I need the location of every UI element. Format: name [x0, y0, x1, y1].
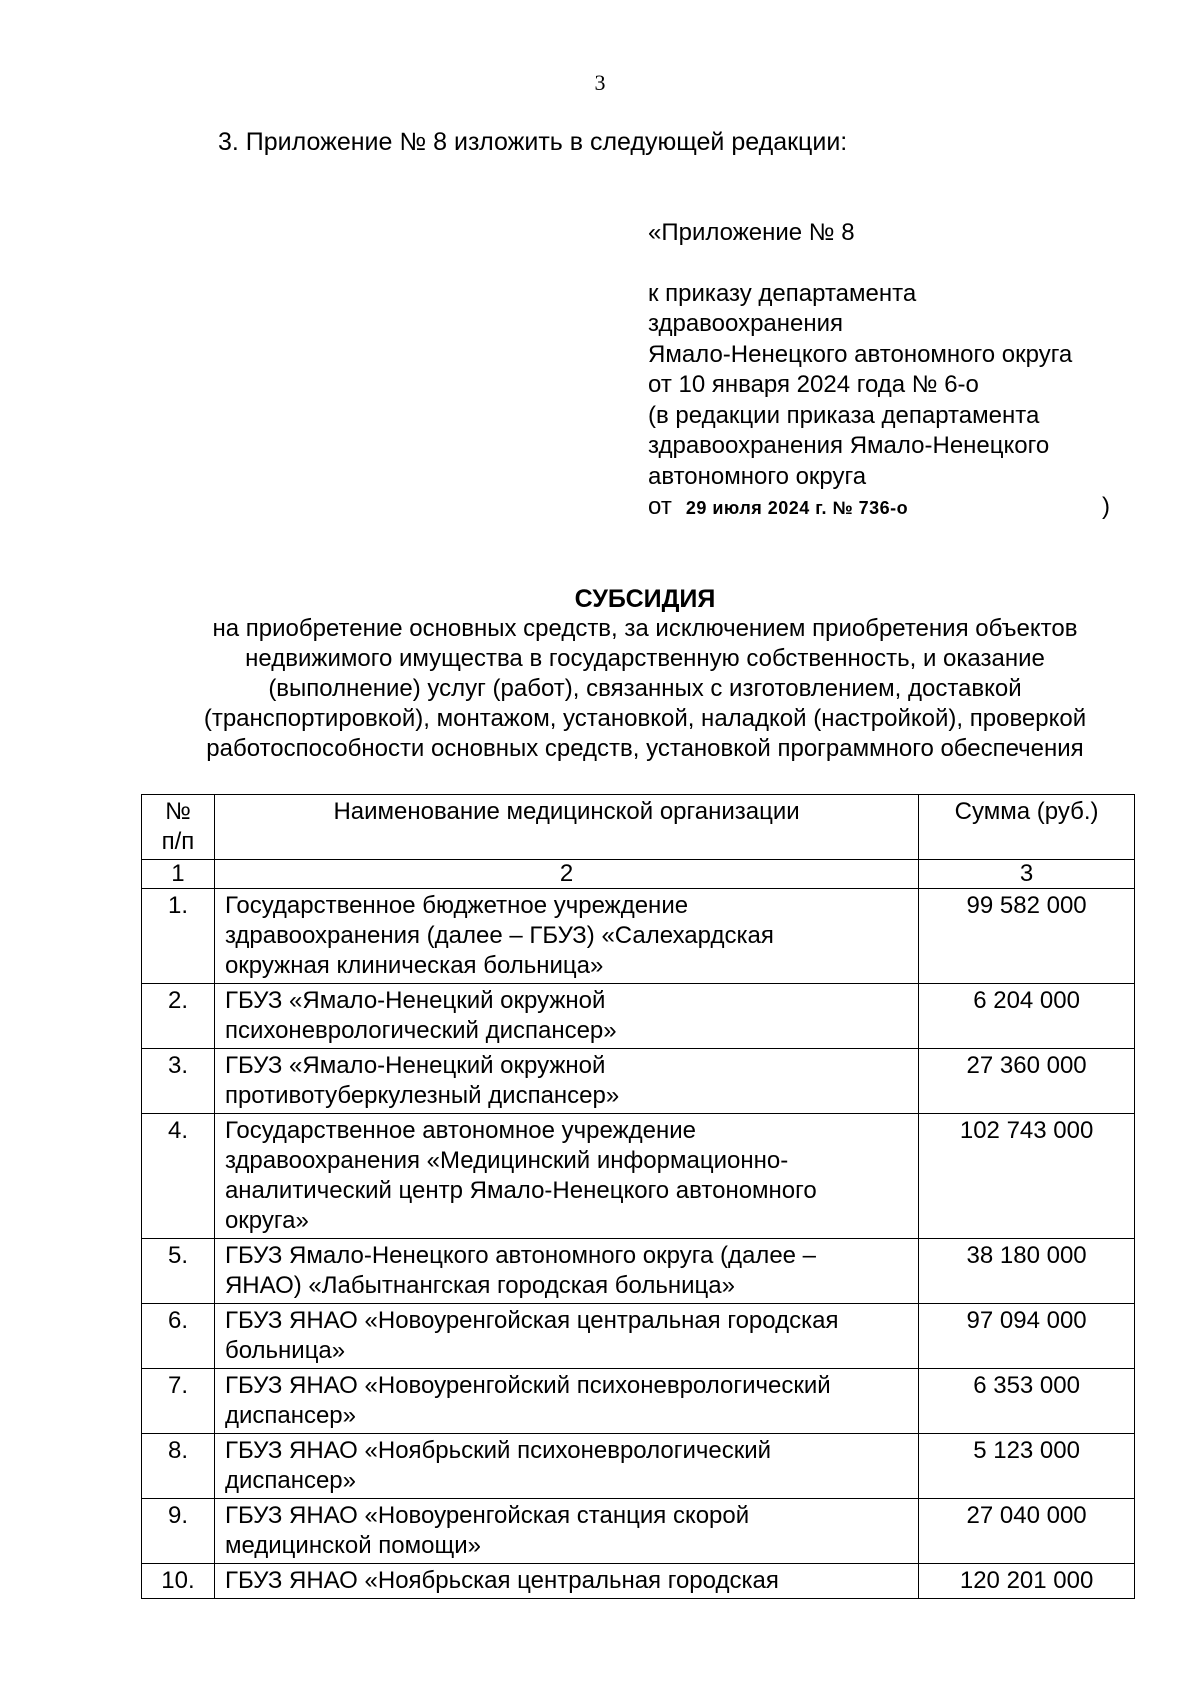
appendix-line: здравоохранения	[648, 310, 844, 337]
organization-name-line: диспансер»	[224, 1467, 357, 1494]
organization-name-line: ГБУЗ ЯНАО «Ноябрьская центральная городская	[224, 1567, 779, 1594]
organization-name-line: ГБУЗ ЯНАО «Новоуренгойский психоневрологический	[224, 1372, 831, 1399]
document-heading	[140, 584, 1150, 764]
organization-name-line: больница»	[224, 1337, 346, 1364]
table-row	[142, 1239, 1135, 1304]
index-cell: 1	[142, 860, 215, 889]
subsidy-amount: 38 180 000	[919, 1239, 1135, 1304]
header-num-line: п/п	[161, 828, 195, 855]
table-header-row	[142, 795, 1135, 860]
organization-name	[214, 1564, 918, 1599]
organization-name-line: медицинской помощи»	[224, 1532, 481, 1559]
header-sum: Сумма (руб.)	[919, 795, 1135, 860]
appendix-line: (в редакции приказа департамента	[648, 401, 1040, 429]
table-row	[142, 984, 1135, 1049]
table-row	[142, 1499, 1135, 1564]
subsidy-amount: 27 360 000	[919, 1049, 1135, 1114]
subsidy-table	[141, 794, 1135, 1599]
table-index-row	[142, 860, 1135, 889]
heading-title: СУБСИДИЯ	[574, 585, 716, 613]
index-cell: 2	[214, 860, 918, 889]
organization-name-line: психоневрологический диспансер»	[224, 1017, 617, 1044]
index-cell: 3	[919, 860, 1135, 889]
table-row	[142, 1369, 1135, 1434]
appendix-line: автономного округа	[648, 462, 867, 490]
subsidy-amount: 102 743 000	[919, 1114, 1135, 1239]
organization-name-line: Государственное бюджетное учреждение	[224, 892, 689, 919]
heading-subtitle-line: работоспособности основных средств, установкой программного обеспечения	[206, 735, 1084, 762]
row-number: 2.	[142, 984, 215, 1049]
amendment-date-stamp: 29 июля 2024 г. № 736-о	[685, 498, 909, 518]
appendix-line: здравоохранения Ямало-Ненецкого	[648, 432, 1050, 459]
table-body	[142, 889, 1135, 1599]
appendix-line: Ямало-Ненецкого автономного округа	[648, 340, 1073, 368]
row-number: 3.	[142, 1049, 215, 1114]
table-row	[142, 889, 1135, 984]
header-name: Наименование медицинской организации	[214, 795, 918, 860]
row-number: 4.	[142, 1114, 215, 1239]
row-number: 9.	[142, 1499, 215, 1564]
closing-paren: )	[1102, 493, 1110, 520]
subsidy-amount: 97 094 000	[919, 1304, 1135, 1369]
heading-subtitle-line: (транспортировкой), монтажом, установкой, наладкой (настройкой), проверкой	[203, 705, 1087, 732]
heading-subtitle-line: недвижимого имущества в государственную собственность, и оказание	[245, 645, 1045, 672]
table-row	[142, 1434, 1135, 1499]
organization-name	[214, 1499, 918, 1564]
table-row	[142, 1049, 1135, 1114]
heading-subtitle-line: на приобретение основных средств, за исключением приобретения объектов	[212, 615, 1078, 642]
organization-name-line: диспансер»	[224, 1402, 357, 1429]
row-number: 5.	[142, 1239, 215, 1304]
organization-name-line: Государственное автономное учреждение	[224, 1117, 696, 1144]
organization-name-line: ЯНАО) «Лабытнангская городская больница»	[224, 1272, 735, 1299]
organization-name-line: окружная клиническая больница»	[224, 952, 604, 979]
organization-name	[214, 984, 918, 1049]
header-num-line: №	[165, 798, 191, 825]
organization-name	[214, 1304, 918, 1369]
subsidy-amount: 6 204 000	[919, 984, 1135, 1049]
appendix-block	[648, 218, 1148, 524]
date-prefix: от	[648, 493, 672, 520]
organization-name	[214, 1049, 918, 1114]
table-row	[142, 1564, 1135, 1599]
organization-name-line: ГБУЗ ЯНАО «Ноябрьский психоневрологический	[224, 1437, 772, 1464]
amendment-date-line	[648, 492, 1148, 524]
header-num	[142, 795, 215, 860]
organization-name-line: ГБУЗ ЯНАО «Новоуренгойская станция скорой	[224, 1502, 750, 1529]
row-number: 1.	[142, 889, 215, 984]
organization-name-line: ГБУЗ Ямало-Ненецкого автономного округа (далее –	[224, 1242, 817, 1269]
subsidy-amount: 6 353 000	[919, 1369, 1135, 1434]
intro-paragraph: 3. Приложение № 8 изложить в следующей редакции:	[218, 128, 848, 156]
appendix-line: от 10 января 2024 года № 6-о	[648, 371, 979, 398]
page-number: 3	[594, 70, 606, 95]
subsidy-amount: 99 582 000	[919, 889, 1135, 984]
organization-name-line: противотуберкулезный диспансер»	[224, 1082, 620, 1109]
table-row	[142, 1114, 1135, 1239]
organization-name-line: здравоохранения «Медицинский информационно-	[224, 1147, 789, 1174]
organization-name-line: ГБУЗ ЯНАО «Новоуренгойская центральная городская	[224, 1307, 839, 1334]
subsidy-amount: 120 201 000	[919, 1564, 1135, 1599]
organization-name-line: округа»	[224, 1207, 309, 1234]
organization-name	[214, 889, 918, 984]
organization-name-line: ГБУЗ «Ямало-Ненецкий окружной	[224, 987, 606, 1014]
appendix-line: к приказу департамента	[648, 279, 917, 307]
heading-subtitle-line: (выполнение) услуг (работ), связанных с изготовлением, доставкой	[268, 675, 1022, 702]
appendix-title: «Приложение № 8	[648, 219, 855, 246]
organization-name	[214, 1239, 918, 1304]
organization-name	[214, 1114, 918, 1239]
organization-name-line: здравоохранения (далее – ГБУЗ) «Салехардская	[224, 922, 774, 949]
subsidy-amount: 27 040 000	[919, 1499, 1135, 1564]
row-number: 10.	[142, 1564, 215, 1599]
organization-name	[214, 1369, 918, 1434]
row-number: 6.	[142, 1304, 215, 1369]
row-number: 8.	[142, 1434, 215, 1499]
table-row	[142, 1304, 1135, 1369]
organization-name-line: аналитический центр Ямало-Ненецкого автономного	[224, 1177, 817, 1204]
organization-name-line: ГБУЗ «Ямало-Ненецкий окружной	[224, 1052, 606, 1079]
organization-name	[214, 1434, 918, 1499]
subsidy-amount: 5 123 000	[919, 1434, 1135, 1499]
row-number: 7.	[142, 1369, 215, 1434]
